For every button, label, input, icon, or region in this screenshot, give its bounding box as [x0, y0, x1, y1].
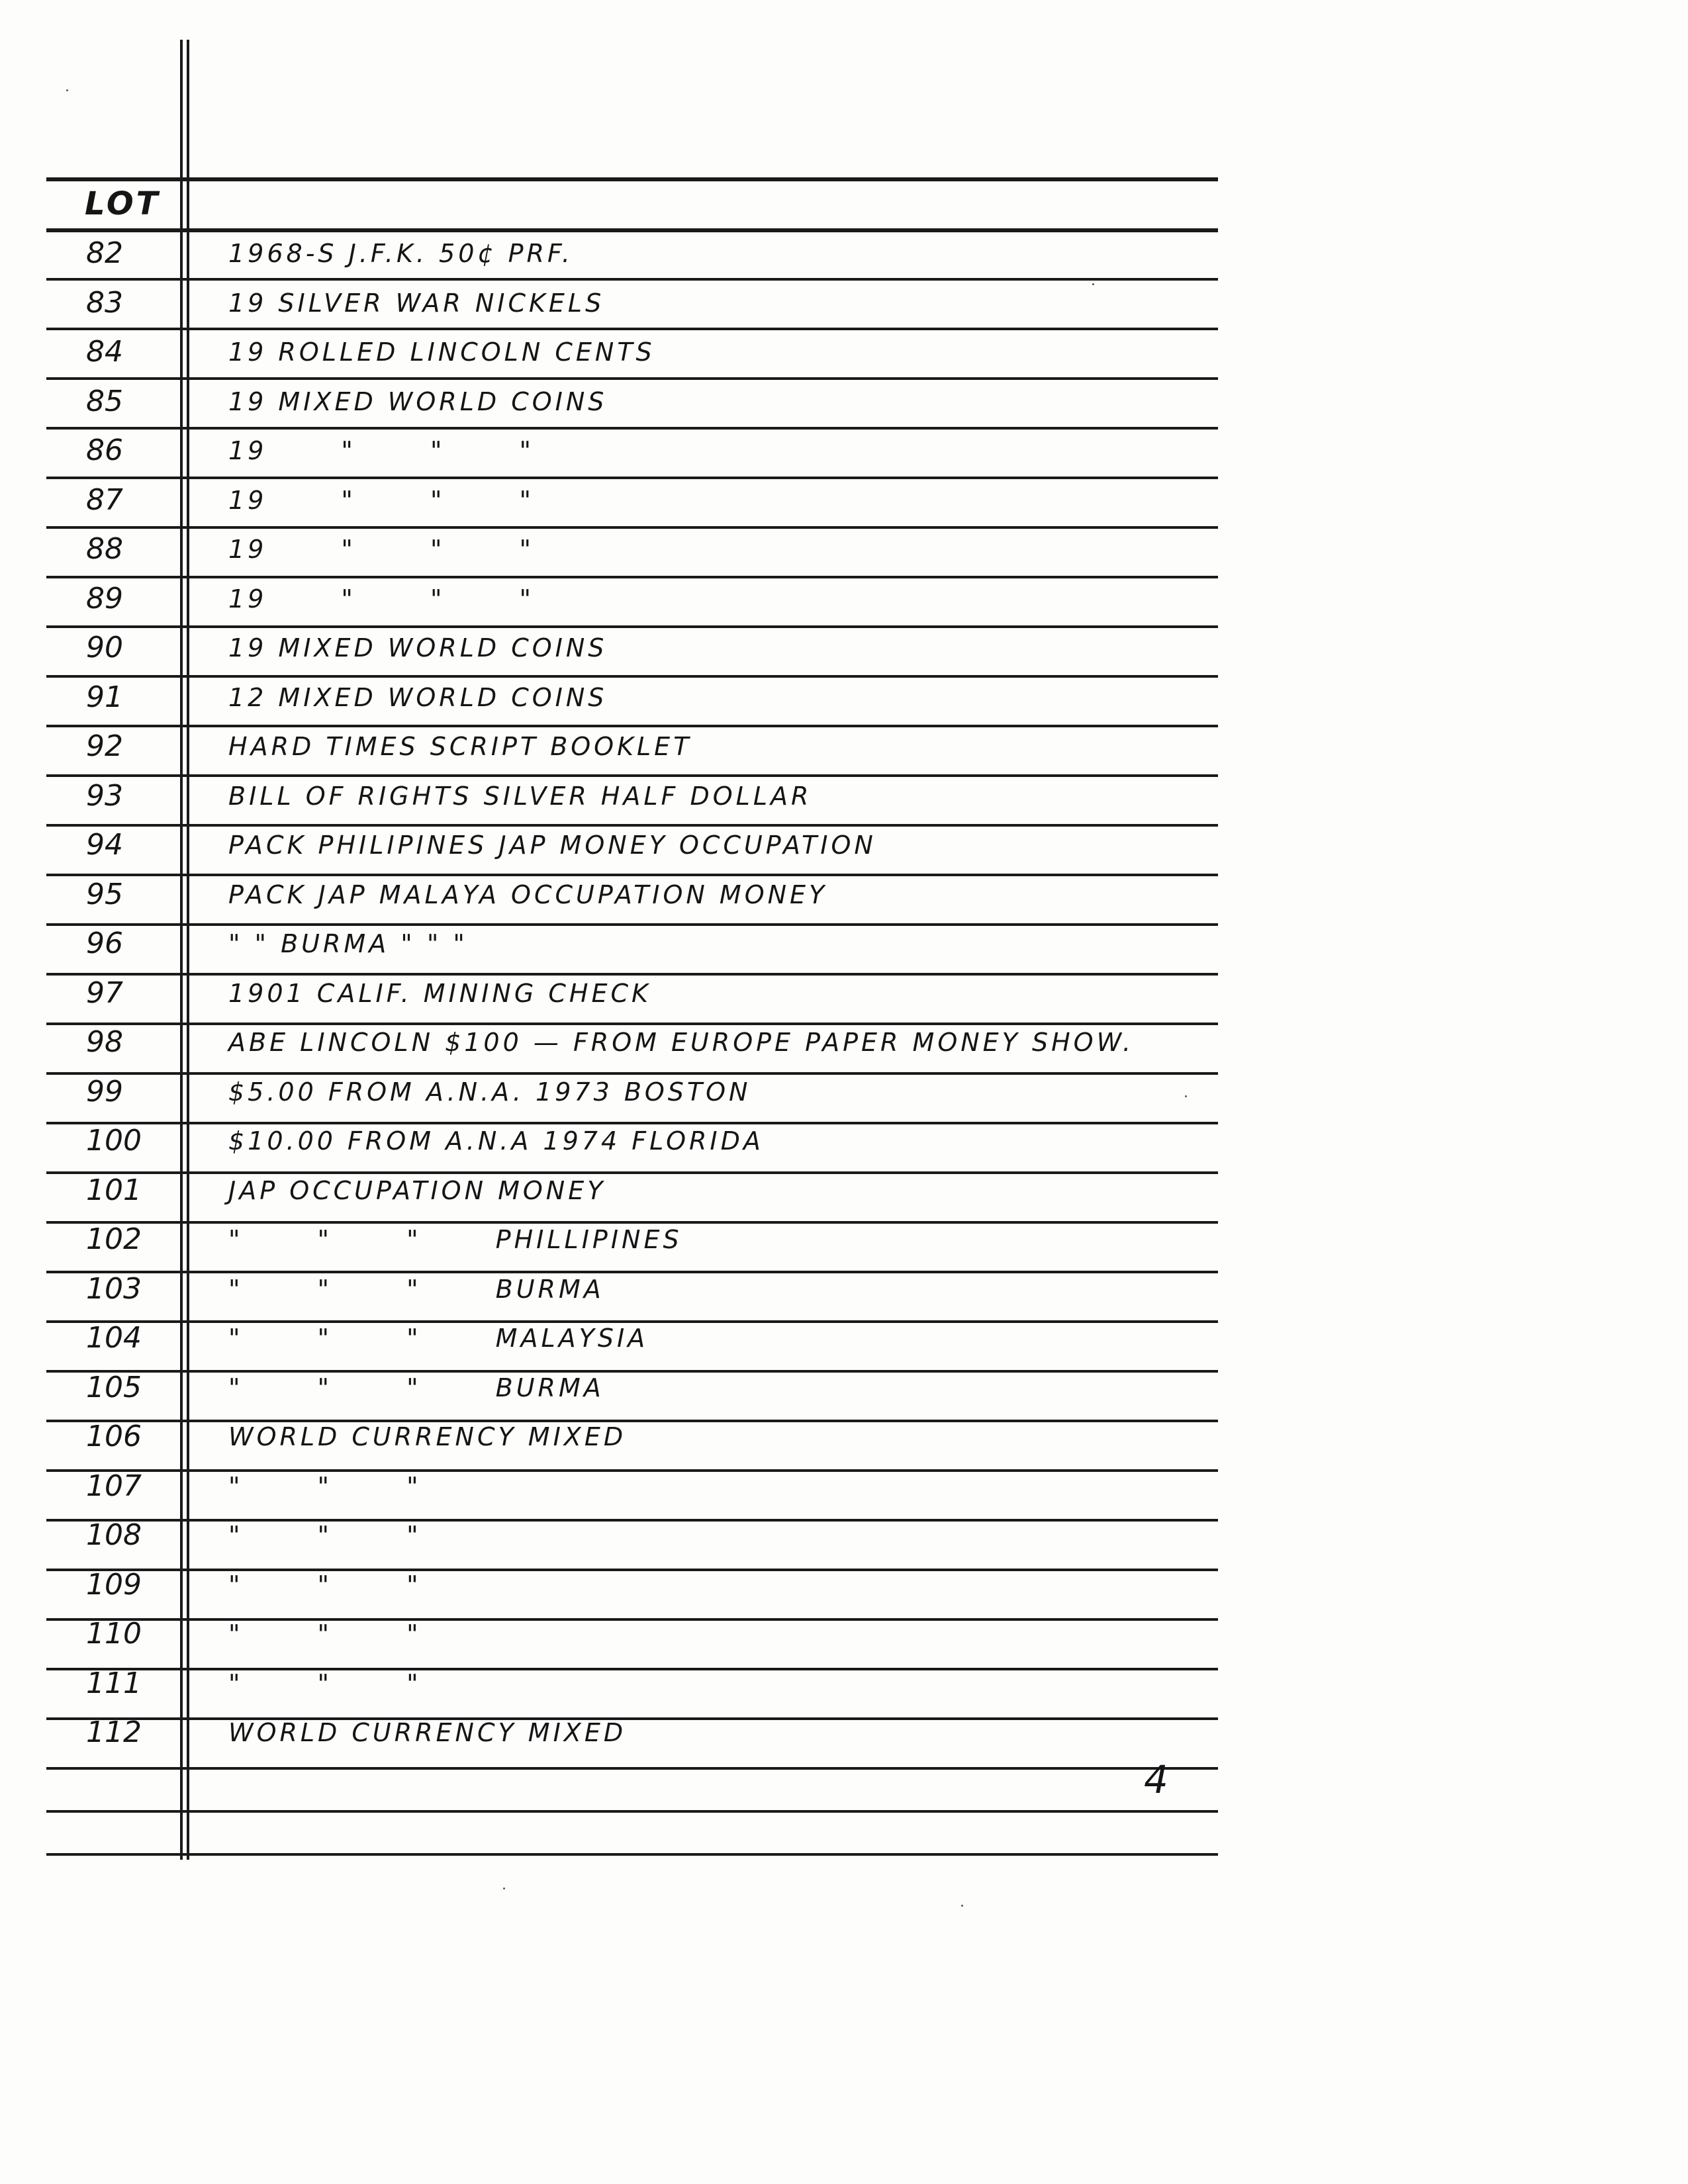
ruled-line [46, 278, 1218, 281]
scan-speck [66, 89, 68, 91]
ruled-line [46, 1370, 1218, 1373]
lot-description: 19 MIXED WORLD COINS [228, 633, 608, 662]
lot-column-header: LOT [85, 185, 161, 222]
lot-number: 93 [86, 778, 123, 813]
ruled-line [46, 874, 1218, 876]
lot-number: 103 [86, 1271, 142, 1306]
ruled-line [46, 1717, 1218, 1720]
ruled-line [46, 1122, 1218, 1124]
lot-number: 94 [86, 828, 123, 862]
ruled-line [46, 923, 1218, 926]
ruled-line [46, 1668, 1218, 1670]
lot-number: 86 [86, 433, 123, 467]
lot-number: 91 [86, 680, 123, 714]
lot-description: ABE LINCOLN $100 — FROM EUROPE PAPER MONEY SHOW. [228, 1028, 1135, 1057]
lot-number: 111 [86, 1666, 142, 1700]
lot-number: 98 [86, 1025, 123, 1059]
ruled-line [46, 1853, 1218, 1856]
lot-description: " " " BURMA [228, 1274, 604, 1304]
lot-description: " " " [228, 1570, 422, 1600]
lot-description: 19 " " " [228, 584, 535, 614]
lot-description: " " BURMA " " " [228, 929, 468, 958]
margin-line-right [187, 40, 189, 1860]
ruled-line [46, 427, 1218, 430]
lot-description: WORLD CURRENCY MIXED [228, 1718, 627, 1747]
lot-description: " " " [228, 1471, 422, 1501]
lot-description: 19 " " " [228, 535, 535, 564]
lot-description: " " " PHILLIPINES [228, 1225, 682, 1254]
lot-description: HARD TIMES SCRIPT BOOKLET [228, 732, 692, 761]
lot-number: 97 [86, 976, 123, 1010]
ruled-line [46, 1767, 1218, 1770]
lot-description: " " " MALAYSIA [228, 1324, 649, 1353]
lot-description: 19 SILVER WAR NICKELS [228, 288, 605, 318]
lot-description: 19 " " " [228, 485, 535, 515]
ruled-line [46, 725, 1218, 727]
lot-number: 100 [86, 1124, 142, 1158]
lot-number: 107 [86, 1469, 142, 1503]
ruled-line [46, 1271, 1218, 1273]
lot-number: 88 [86, 532, 123, 566]
lot-description: " " " [228, 1668, 422, 1698]
lot-description: " " " [228, 1521, 422, 1550]
ruled-line [46, 328, 1218, 330]
ruled-line [46, 824, 1218, 827]
ruled-line [46, 973, 1218, 976]
lot-description: PACK JAP MALAYA OCCUPATION MONEY [228, 880, 828, 909]
ruled-line [46, 1810, 1218, 1813]
lot-number: 105 [86, 1370, 142, 1404]
lot-number: 90 [86, 631, 123, 664]
lot-description: PACK PHILIPINES JAP MONEY OCCUPATION [228, 831, 876, 860]
ruled-line [46, 1519, 1218, 1522]
ruled-line [46, 1221, 1218, 1224]
ruled-line [46, 1569, 1218, 1571]
lot-description: WORLD CURRENCY MIXED [228, 1422, 627, 1451]
lot-description: 19 MIXED WORLD COINS [228, 387, 608, 416]
lot-number: 112 [86, 1715, 142, 1749]
ruled-line [46, 1618, 1218, 1621]
ruled-line [46, 377, 1218, 380]
lot-number: 109 [86, 1567, 142, 1602]
lot-number: 85 [86, 384, 123, 418]
ruled-line [46, 177, 1218, 181]
lot-number: 106 [86, 1420, 142, 1453]
lot-number: 104 [86, 1321, 142, 1355]
lot-number: 87 [86, 482, 123, 517]
lot-description: " " " [228, 1619, 422, 1649]
lot-number: 110 [86, 1617, 142, 1651]
lot-number: 89 [86, 581, 123, 615]
lot-description: 12 MIXED WORLD COINS [228, 682, 608, 712]
ruled-line [46, 1023, 1218, 1025]
scan-speck [1185, 1095, 1187, 1097]
ruled-line [46, 774, 1218, 777]
scan-speck [503, 1888, 505, 1889]
ruled-line [46, 228, 1218, 232]
lot-number: 101 [86, 1173, 142, 1207]
ruled-line [46, 1469, 1218, 1472]
lot-description: 1968-S J.F.K. 50¢ PRF. [228, 239, 573, 268]
ruled-line [46, 1320, 1218, 1323]
ruled-line [46, 675, 1218, 678]
ruled-line [46, 1420, 1218, 1422]
lot-description: $5.00 FROM A.N.A. 1973 BOSTON [228, 1077, 751, 1107]
scan-speck [961, 1905, 963, 1907]
lot-number: 82 [86, 236, 123, 270]
lot-number: 95 [86, 877, 123, 911]
scan-speck [1092, 283, 1094, 285]
lot-description: JAP OCCUPATION MONEY [228, 1175, 606, 1205]
lot-description: 19 ROLLED LINCOLN CENTS [228, 338, 655, 367]
ruled-line [46, 576, 1218, 578]
ruled-line [46, 526, 1218, 529]
page-number: 4 [1144, 1757, 1168, 1802]
lot-description: $10.00 FROM A.N.A 1974 FLORIDA [228, 1126, 764, 1156]
lot-description: 1901 CALIF. MINING CHECK [228, 978, 651, 1008]
lot-description: 19 " " " [228, 436, 535, 465]
lot-number: 102 [86, 1222, 142, 1256]
lot-number: 84 [86, 335, 123, 369]
lot-number: 108 [86, 1518, 142, 1552]
lot-number: 96 [86, 927, 123, 960]
ruled-line [46, 1072, 1218, 1075]
ruled-line [46, 1171, 1218, 1174]
lot-number: 83 [86, 285, 123, 320]
ruled-line [46, 477, 1218, 479]
lot-number: 99 [86, 1074, 123, 1109]
lot-description: BILL OF RIGHTS SILVER HALF DOLLAR [228, 781, 812, 811]
lot-description: " " " BURMA [228, 1373, 604, 1402]
lot-number: 92 [86, 729, 123, 763]
ruled-line [46, 625, 1218, 628]
